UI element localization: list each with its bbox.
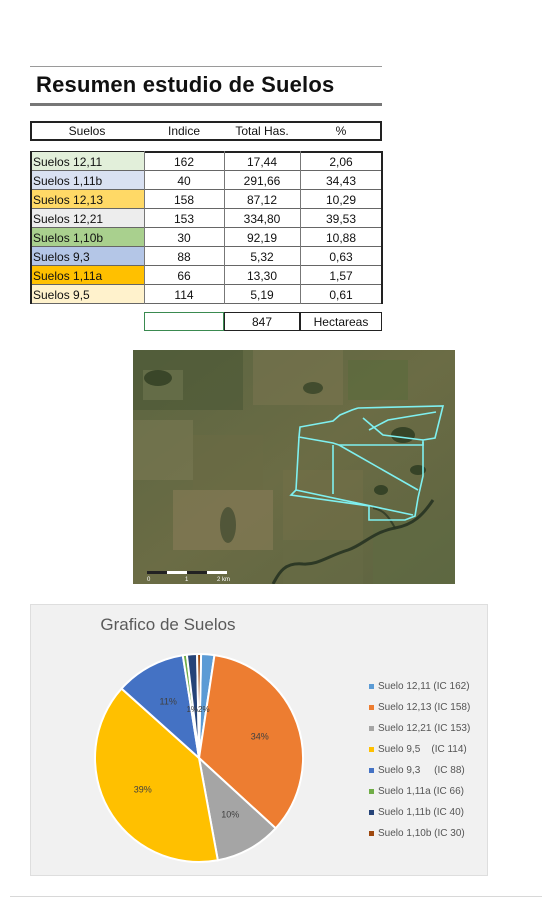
cell-name: Suelos 12,11: [30, 152, 144, 171]
soil-pie-chart: [30, 604, 488, 876]
cell-total: 291,66: [243, 173, 281, 188]
scale-tick-2: 2 km: [217, 577, 231, 583]
column-divider: [224, 151, 225, 304]
cell-pct: 1,57: [329, 268, 353, 283]
cell-pct: 0,63: [329, 249, 353, 264]
selected-empty-cell[interactable]: [144, 312, 224, 331]
legend-swatch: [369, 705, 374, 710]
legend-label: Suelo 9,5 (IC 114): [378, 744, 467, 755]
header-2: Total Has.: [224, 121, 300, 141]
legend-label: Suelo 1,11a (IC 66): [378, 786, 464, 797]
pie-label-4: 11%: [159, 696, 177, 707]
cell-indice: 114: [174, 287, 194, 302]
header-0: Suelos: [30, 121, 144, 141]
legend-swatch: [369, 789, 374, 794]
legend-item: [369, 739, 470, 760]
column-divider: [300, 151, 301, 304]
cell-name: Suelos 9,3: [30, 247, 144, 266]
pie-small-labels: 1%2%: [186, 705, 210, 714]
total-hectares-unit: Hectareas: [300, 312, 382, 331]
cell-name: Suelos 9,5: [30, 285, 144, 304]
cell-total: 334,80: [243, 211, 281, 226]
legend-item: [369, 802, 470, 823]
legend-swatch: [369, 726, 374, 731]
legend-item: [369, 823, 470, 844]
cell-pct: 0,61: [329, 287, 353, 302]
legend-item: [369, 781, 470, 802]
legend-swatch: [369, 747, 374, 752]
soil-summary-sheet: [30, 66, 382, 332]
header-3: %: [300, 121, 382, 141]
cell-pct: 39,53: [325, 211, 357, 226]
cell-pct: 10,29: [325, 192, 357, 207]
chart-legend: [369, 676, 470, 844]
cell-indice: 88: [177, 249, 191, 264]
legend-label: Suelo 1,11b (IC 40): [378, 807, 464, 818]
cell-pct: 10,88: [325, 230, 357, 245]
cell-total: 17,44: [246, 154, 278, 169]
legend-label: Suelo 9,3 (IC 88): [378, 765, 465, 776]
cell-pct: 2,06: [329, 154, 353, 169]
legend-swatch: [369, 768, 374, 773]
scale-tick-0: 0: [147, 577, 151, 583]
legend-label: Suelo 12,11 (IC 162): [378, 681, 470, 692]
legend-item: [369, 697, 470, 718]
legend-item: [369, 760, 470, 781]
legend-item: [369, 718, 470, 739]
header-border: [30, 121, 32, 141]
cell-name: Suelos 1,10b: [30, 228, 144, 247]
page-divider: [10, 896, 542, 897]
total-hectares-value: 847: [224, 312, 300, 331]
cell-indice: 66: [177, 268, 191, 283]
cell-name: Suelos 12,13: [30, 190, 144, 209]
header-border: [380, 121, 382, 141]
legend-label: Suelo 12,13 (IC 158): [378, 702, 471, 713]
column-divider: [30, 151, 32, 304]
legend-item: [369, 676, 470, 697]
cell-indice: 30: [177, 230, 191, 245]
pie-label-3: 39%: [133, 784, 152, 795]
cell-indice: 158: [173, 192, 195, 207]
cell-total: 13,30: [246, 268, 278, 283]
chart-title: Grafico de Suelos: [100, 615, 236, 634]
cell-total: 87,12: [246, 192, 278, 207]
sheet-title: Resumen estudio de Suelos: [36, 72, 335, 97]
cell-indice: 153: [173, 211, 195, 226]
cell-name: Suelos 1,11b: [30, 171, 144, 190]
pie-label-1: 34%: [250, 731, 269, 742]
legend-swatch: [369, 810, 374, 815]
satellite-image: [133, 350, 455, 584]
scale-tick-1: 1: [185, 577, 189, 583]
cell-pct: 34,43: [325, 173, 357, 188]
cell-name: Suelos 1,11a: [30, 266, 144, 285]
legend-swatch: [369, 831, 374, 836]
column-divider: [381, 151, 383, 304]
cell-total: 5,32: [250, 249, 274, 264]
pie-label-2: 10%: [221, 809, 240, 820]
header-1: Indice: [144, 121, 224, 141]
row-divider: [30, 303, 382, 304]
pie-plot: [31, 605, 351, 875]
cell-name: Suelos 12,21: [30, 209, 144, 228]
cell-indice: 162: [173, 154, 195, 169]
legend-label: Suelo 1,10b (IC 30): [378, 828, 465, 839]
cell-total: 92,19: [246, 230, 278, 245]
soil-table: [30, 66, 382, 332]
legend-swatch: [369, 684, 374, 689]
cell-indice: 40: [177, 173, 191, 188]
legend-label: Suelo 12,21 (IC 153): [378, 723, 471, 734]
column-divider: [144, 151, 145, 304]
cell-total: 5,19: [250, 287, 274, 302]
satellite-map: [133, 350, 455, 584]
